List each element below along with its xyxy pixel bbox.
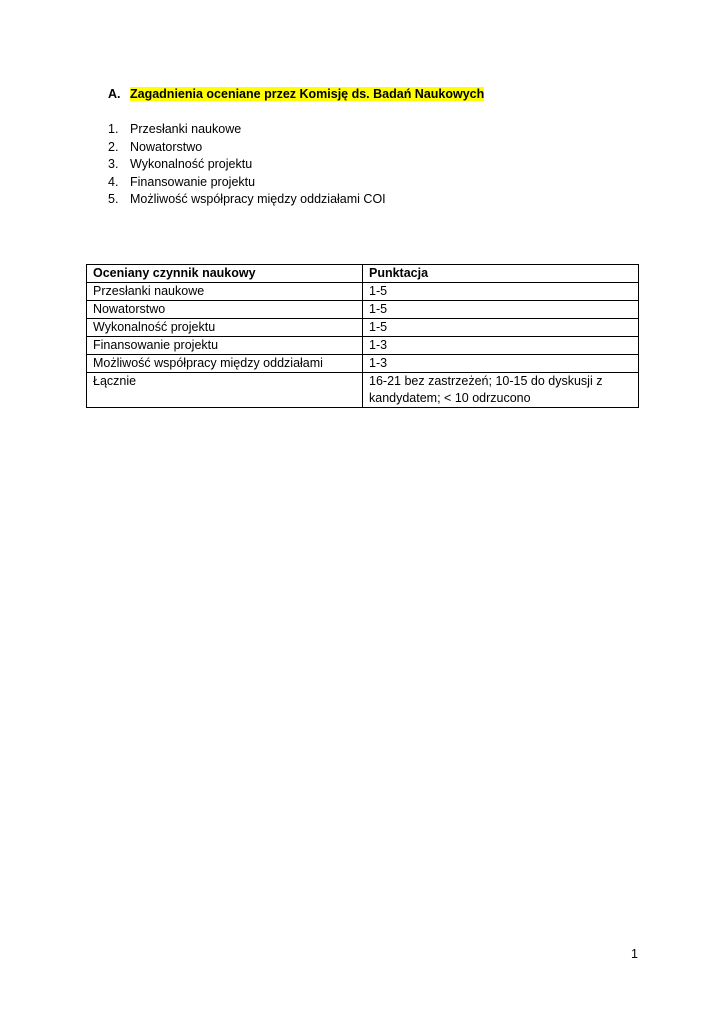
scoring-table xyxy=(86,264,639,408)
list-item-number: 5. xyxy=(108,192,119,206)
table-cell-factor: Nowatorstwo xyxy=(87,301,363,319)
list-item-label: Przesłanki naukowe xyxy=(130,122,242,136)
table-row-total xyxy=(87,373,639,408)
table-cell-factor: Finansowanie projektu xyxy=(87,337,363,355)
table-cell-score: 1-5 xyxy=(363,301,639,319)
table-cell-factor: Łącznie xyxy=(87,373,363,408)
table-row xyxy=(87,337,639,355)
list-item-number: 4. xyxy=(108,174,119,189)
column-header-score: Punktacja xyxy=(363,265,639,283)
list-item-number: 3. xyxy=(108,157,119,171)
table-cell-factor: Przesłanki naukowe xyxy=(87,283,363,301)
list-item-label: Wykonalność projektu xyxy=(130,157,253,171)
table-cell-score: 1-3 xyxy=(363,337,639,355)
table-header-row xyxy=(87,265,639,283)
list-item-number: 1. xyxy=(108,122,119,136)
table-row xyxy=(87,283,639,301)
list-item xyxy=(108,139,386,157)
list-item-label: Możliwość współpracy między oddziałami COI xyxy=(130,192,386,206)
table-cell-score: 1-5 xyxy=(363,283,639,301)
table-cell-score: 1-5 xyxy=(363,319,639,337)
list-item-label: Finansowanie projektu xyxy=(130,174,256,189)
section-marker: A. xyxy=(108,87,121,101)
table-cell-factor: Wykonalność projektu xyxy=(87,319,363,337)
list-item-label: Nowatorstwo xyxy=(130,139,203,154)
section-title: Zagadnienia oceniane przez Komisję ds. Badań Naukowych xyxy=(130,87,485,101)
table-cell-score: 16-21 bez zastrzeżeń; 10-15 do dyskusji z kandydatem; < 10 odrzucono xyxy=(363,373,639,408)
column-header-factor: Oceniany czynnik naukowy xyxy=(87,265,363,283)
criteria-list xyxy=(108,121,386,209)
list-item xyxy=(108,191,386,209)
page-number: 1 xyxy=(631,947,638,961)
table-cell-score: 1-3 xyxy=(363,355,639,373)
list-item-number: 2. xyxy=(108,139,119,154)
list-item xyxy=(108,121,386,139)
table-row xyxy=(87,355,639,373)
list-item xyxy=(108,156,386,174)
list-item xyxy=(108,174,386,192)
table-row xyxy=(87,301,639,319)
table-cell-factor: Możliwość współpracy między oddziałami xyxy=(87,355,363,373)
table-row xyxy=(87,319,639,337)
section-heading xyxy=(108,86,484,103)
